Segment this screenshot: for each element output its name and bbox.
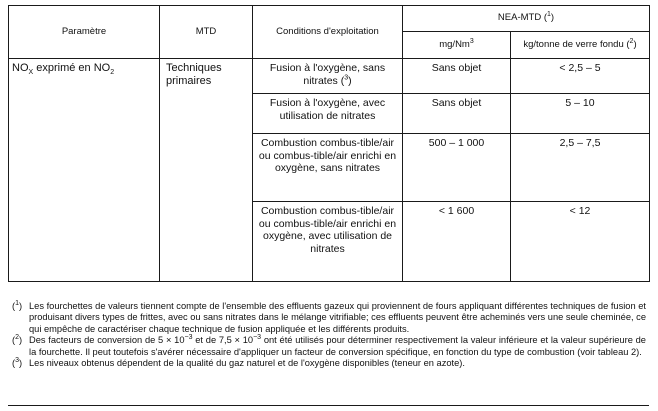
header-parametre: Paramètre xyxy=(9,6,160,59)
mg-value-cell: < 1 600 xyxy=(403,202,511,282)
footnote-2-part-a: Des facteurs de conversion de 5 × 10 xyxy=(29,335,185,346)
footnote-2-part-c: ont été utilisés pour déterminer respectivement la valeur inférieure et la valeur supérieure de la fourchette. Il peut toutefois s'avérer nécessaire d'appliquer un facteur de conversion spécifique, en fonction du type de combustion (voir tableau 2). xyxy=(29,335,646,357)
param-sub-2: 2 xyxy=(110,69,115,77)
footnote-2-exponent-2: −3 xyxy=(253,334,262,342)
mg-value-cell: Sans objet xyxy=(403,59,511,94)
footnote-3-mark: ($^3$) xyxy=(12,356,23,369)
nea-note-mark: 1 xyxy=(547,11,551,19)
condition-cell: Combustion combus-tible/air ou combus-tible/air enrichi en oxygène, sans nitrates xyxy=(253,134,403,202)
kg-unit-label: kg/tonne de verre fondu xyxy=(523,38,624,50)
footnote-3 xyxy=(8,358,649,369)
condition-cell: Fusion à l'oxygène, sans nitrates ($^3$) xyxy=(253,59,403,94)
footnote-2-mark: ($^2$) xyxy=(12,334,23,346)
condition-note-mark: 3 xyxy=(344,74,349,81)
footnote-2-part-b: et de 7,5 × 10 xyxy=(192,335,254,346)
footnote-1 xyxy=(8,301,649,335)
header-conditions: Conditions d'exploitation xyxy=(253,6,403,59)
condition-cell: Fusion à l'oxygène, avec utilisation de nitrates xyxy=(253,94,403,134)
footnote-2-exponent-1: −3 xyxy=(184,334,193,342)
header-mtd: MTD xyxy=(160,6,253,59)
nea-mtd-label: NEA-MTD xyxy=(497,12,542,24)
header-kg-unit: kg/tonne de verre fondu ($^2$) xyxy=(511,32,650,59)
param-sub-x: X xyxy=(28,69,34,77)
condition-text: Fusion à l'oxygène, sans nitrates xyxy=(269,62,386,87)
kg-value-cell: < 12 xyxy=(511,202,650,282)
footnote-1-text: Les fourchettes de valeurs tiennent compte de l'ensemble des effluents gazeux qui proviennent de fours appliquant différentes techniques de fusion et produisant divers types de frittes, avec ou sans nitrates dans le mélange vitrifiable; ces effluents peuvent être acheminés vers une seule cheminée, ce qui empêche de caractériser chaque technique de fusion appliquée et les différents produits. xyxy=(29,301,646,334)
nea-mtd-table xyxy=(8,5,650,282)
header-mg-unit xyxy=(403,32,511,59)
parameter-cell xyxy=(9,59,160,282)
mtd-cell: Techniques primaires xyxy=(160,59,253,282)
mg-unit-label: mg/Nm xyxy=(439,38,470,50)
param-expressed: exprimé en NO xyxy=(33,62,111,74)
kg-note-mark: 2 xyxy=(629,37,634,45)
footnote-3-text: Les niveaux obtenus dépendent de la qualité du gaz naturel et de l'oxygène disponibles (teneur en azote). xyxy=(29,358,465,369)
footnote-1-number: 1 xyxy=(15,299,20,307)
param-no: NO xyxy=(12,62,29,74)
footnote-2 xyxy=(8,335,649,358)
header-nea-mtd: NEA-MTD ($^1$) xyxy=(403,6,650,32)
footnote-1-mark: ($^1$) xyxy=(12,299,23,311)
footnote-3-number: 3 xyxy=(15,356,20,364)
kg-value-cell: < 2,5 – 5 xyxy=(511,59,650,94)
mg-unit-exponent: 3 xyxy=(469,37,474,45)
kg-value-cell: 5 – 10 xyxy=(511,94,650,134)
mg-value-cell: Sans objet xyxy=(403,94,511,134)
footnote-2-number: 2 xyxy=(15,334,20,342)
kg-value-cell: 2,5 – 7,5 xyxy=(511,134,650,202)
footnote-2-text xyxy=(29,335,646,358)
footnotes xyxy=(8,288,649,406)
table-row xyxy=(9,59,650,94)
mg-value-cell: 500 – 1 000 xyxy=(403,134,511,202)
condition-cell: Combustion combus-tible/air ou combus-tible/air enrichi en oxygène, avec utilisation de nitrates xyxy=(253,202,403,282)
